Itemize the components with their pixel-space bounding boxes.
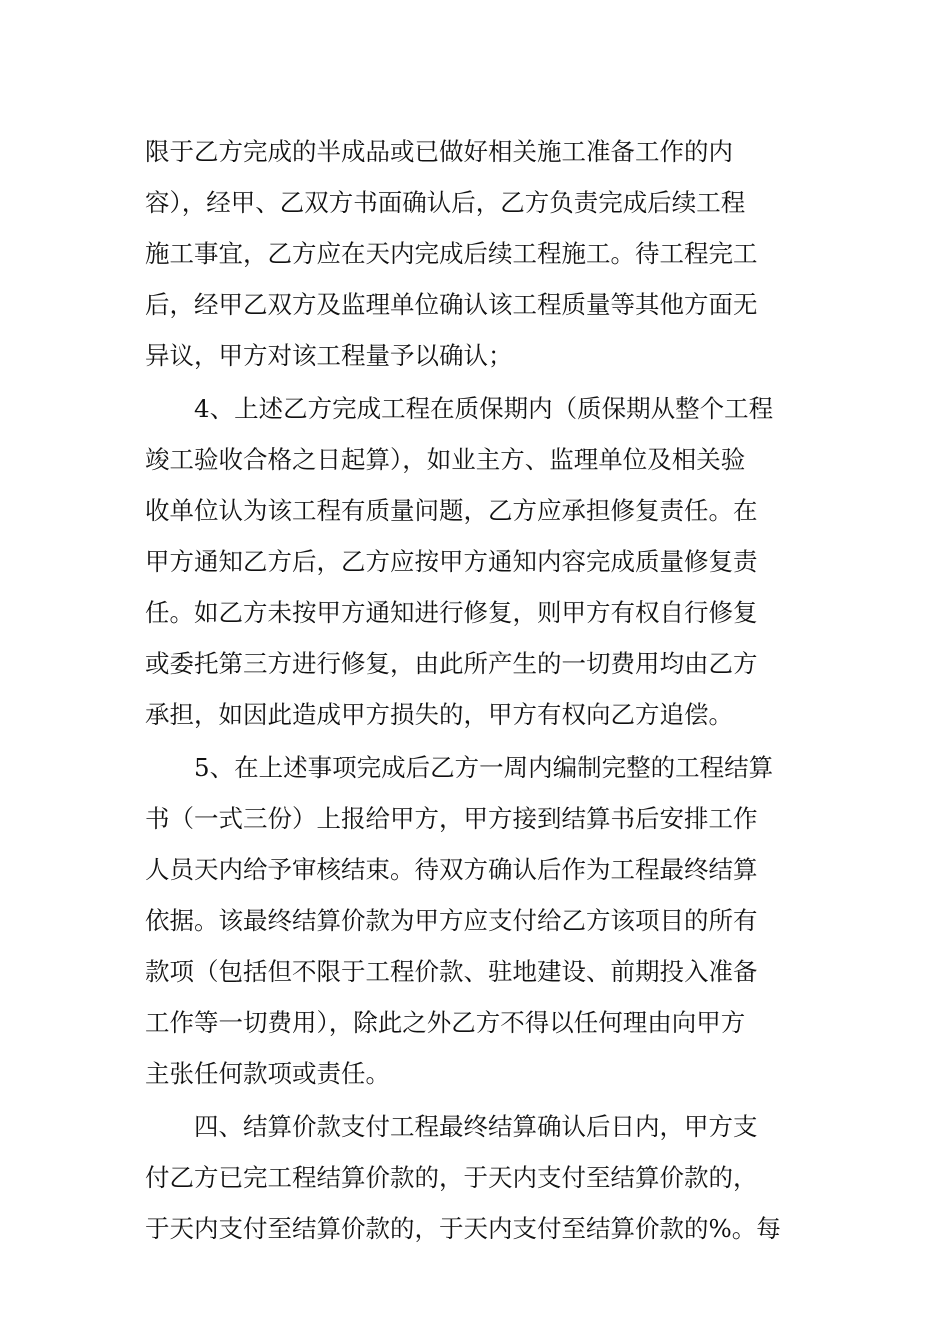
text-line: 竣工验收合格之日起算），如业主方、监理单位及相关验 — [145, 445, 746, 474]
text-line: 任。如乙方未按甲方通知进行修复，则甲方有权自行修复 — [145, 598, 758, 627]
text-line: 施工事宜，乙方应在天内完成后续工程施工。待工程完工 — [145, 239, 758, 268]
text-line: 人员天内给予审核结束。待双方确认后作为工程最终结算 — [145, 855, 758, 884]
text-line: 甲方通知乙方后，乙方应按甲方通知内容完成质量修复责 — [145, 547, 758, 576]
text-line: 付乙方已完工程结算价款的，于天内支付至结算价款的， — [145, 1163, 758, 1192]
text-line: 书（一式三份）上报给甲方，甲方接到结算书后安排工作 — [145, 804, 758, 833]
document-body — [145, 126, 807, 1254]
text-line: 工作等一切费用），除此之外乙方不得以任何理由向甲方 — [145, 1008, 746, 1037]
text-line: 主张任何款项或责任。 — [145, 1059, 390, 1088]
text-line: 限于乙方完成的半成品或已做好相关施工准备工作的内 — [145, 137, 733, 166]
text-line: 于天内支付至结算价款的，于天内支付至结算价款的%。每 — [145, 1214, 781, 1243]
text-line: 或委托第三方进行修复，由此所产生的一切费用均由乙方 — [145, 649, 758, 678]
section-4-first-line: 四、结算价款支付工程最终结算确认后日内，甲方支 — [194, 1112, 758, 1141]
text-line: 容），经甲、乙双方书面确认后，乙方负责完成后续工程 — [145, 188, 746, 217]
text-line: 款项（包括但不限于工程价款、驻地建设、前期投入准备 — [145, 957, 758, 986]
text-line: 异议，甲方对该工程量予以确认； — [145, 341, 513, 370]
text-line: 收单位认为该工程有质量问题，乙方应承担修复责任。在 — [145, 496, 758, 525]
clause-4-first-line: 4、上述乙方完成工程在质保期内（质保期从整个工程 — [194, 394, 774, 423]
text-line: 依据。该最终结算价款为甲方应支付给乙方该项目的所有 — [145, 906, 758, 935]
clause-5-first-line: 5、在上述事项完成后乙方一周内编制完整的工程结算 — [194, 753, 774, 782]
text-line: 后，经甲乙双方及监理单位确认该工程质量等其他方面无 — [145, 290, 758, 319]
text-line: 承担，如因此造成甲方损失的，甲方有权向乙方追偿。 — [145, 700, 733, 729]
